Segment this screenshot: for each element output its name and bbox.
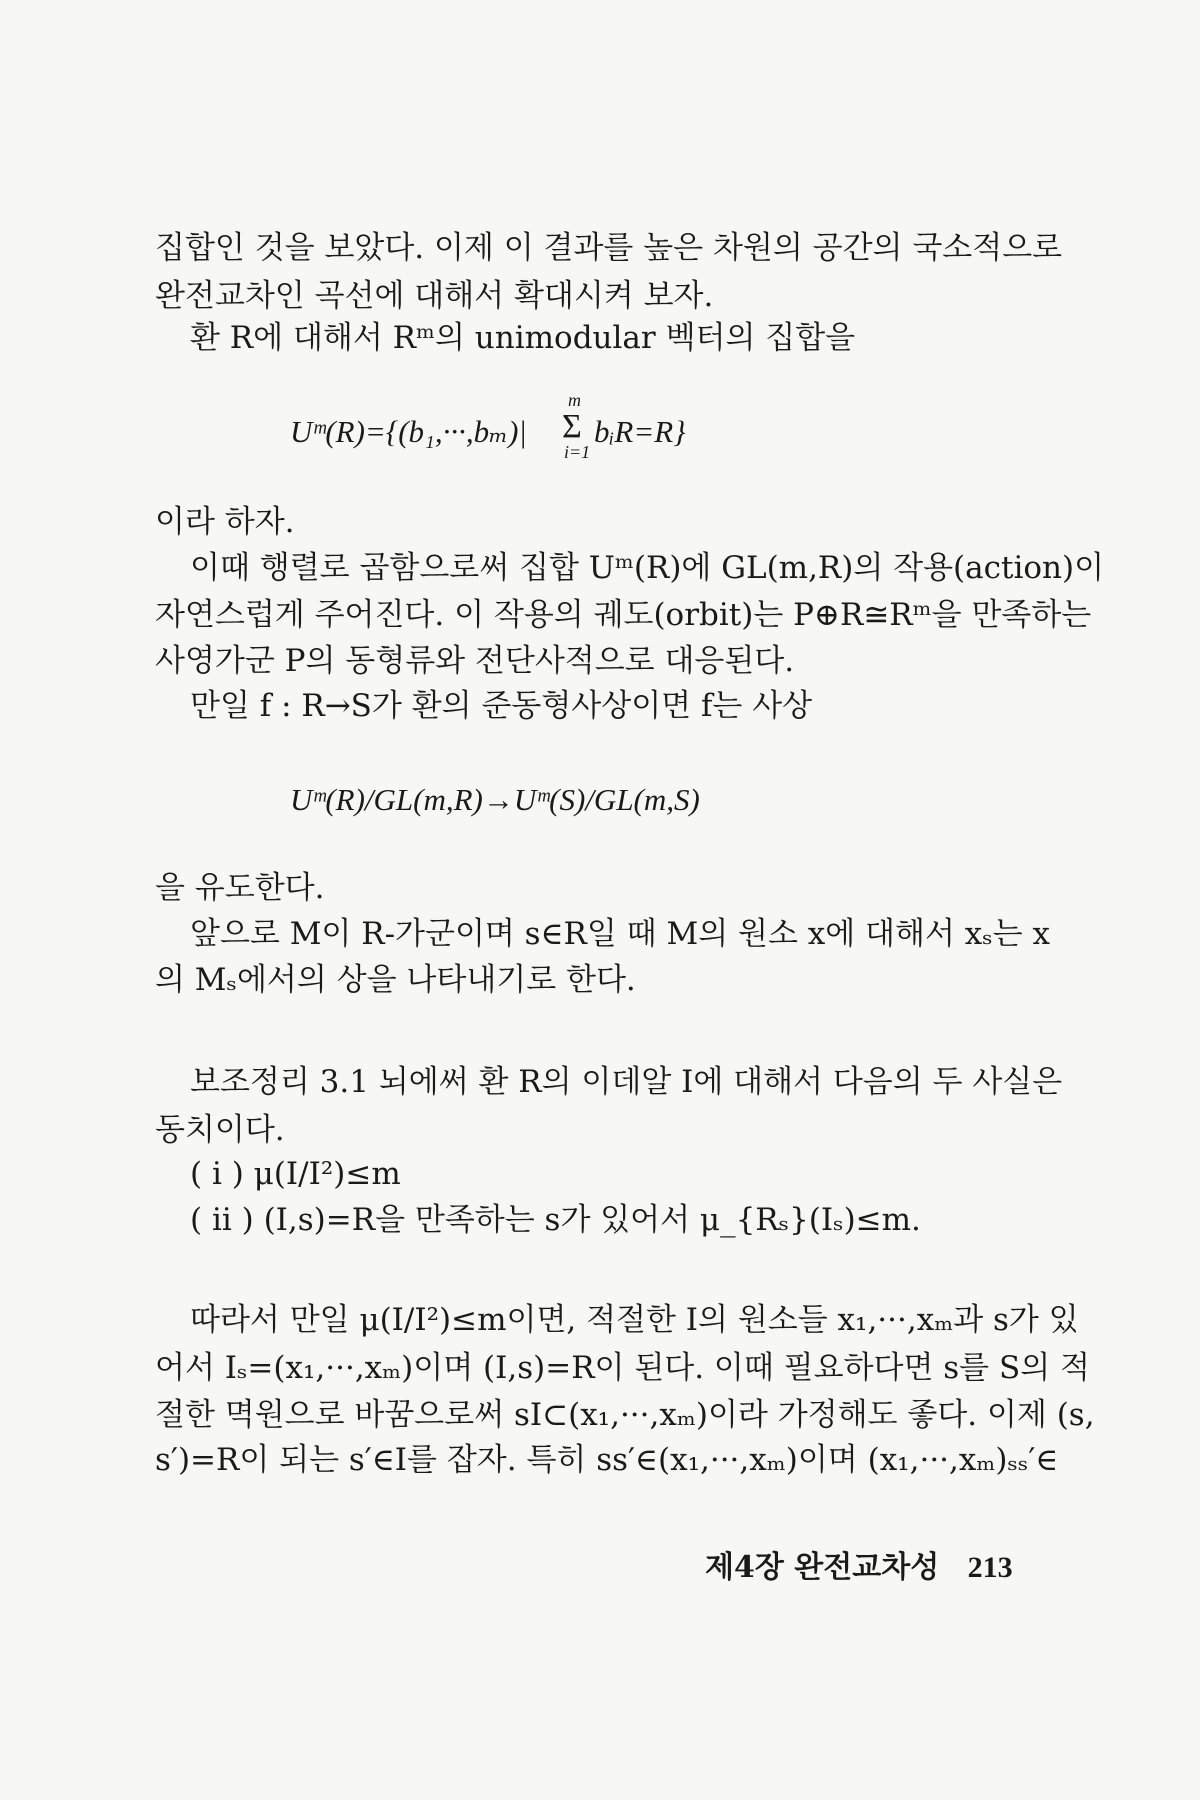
text-line: s′)=R이 되는 s′∈I를 잡자. 특히 ss′∈(x₁,···,xₘ)이며 (x₁,···,xₘ)ₛₛ′∈ xyxy=(155,1442,1059,1478)
text-line: 을 유도한다. xyxy=(155,870,325,906)
text-line: 앞으로 M이 R-가군이며 s∈R일 때 M의 원소 x에 대해서 xₛ는 x xyxy=(190,916,1050,952)
lemma-condition-ii: ( ii ) (I,s)=R을 만족하는 s가 있어서 μ_{Rₛ}(Iₛ)≤m. xyxy=(190,1202,921,1238)
lemma-statement: 보조정리 3.1 뇌에써 환 R의 이데알 I에 대해서 다음의 두 사실은 xyxy=(190,1064,1063,1100)
summation-upper-limit: m xyxy=(568,390,581,410)
summation-symbol xyxy=(562,390,592,472)
text-line: 사영가군 P의 동형류와 전단사적으로 대응된다. xyxy=(155,643,795,679)
text-line: 어서 Iₛ=(x₁,···,xₘ)이며 (I,s)=R이 된다. 이때 필요하다면 s를 S의 적 xyxy=(155,1350,1090,1386)
text-line: 따라서 만일 μ(I/I²)≤m이면, 적절한 I의 원소들 x₁,···,xₘ과 s가 있 xyxy=(190,1302,1079,1338)
equation-unimodular-left: Uᵐ(R)={(b₁,···,bₘ)| xyxy=(290,414,527,449)
text-line: 이라 하자. xyxy=(155,504,295,540)
text-line: 의 Mₛ에서의 상을 나타내기로 한다. xyxy=(155,962,636,998)
chapter-title: 제4장 완전교차성 xyxy=(705,1550,940,1585)
lemma-statement: 동치이다. xyxy=(155,1112,285,1148)
equation-orbit-map: Uᵐ(R)/GL(m,R)→Uᵐ(S)/GL(m,S) xyxy=(290,782,700,817)
text-line: 자연스럽게 주어진다. 이 작용의 궤도(orbit)는 P⊕R≅Rᵐ을 만족하는 xyxy=(155,597,1092,633)
page-number: 213 xyxy=(967,1551,1013,1584)
text-line: 만일 f : R→S가 환의 준동형사상이면 f는 사상 xyxy=(190,688,813,724)
text-line: 집합인 것을 보았다. 이제 이 결과를 높은 차원의 공간의 국소적으로 xyxy=(155,230,1063,266)
running-footer xyxy=(705,1548,1013,1588)
equation-unimodular-right: bᵢR=R} xyxy=(594,414,686,449)
text-line: 절한 멱원으로 바꿈으로써 sI⊂(x₁,···,xₘ)이라 가정해도 좋다. 이제 (s, xyxy=(155,1397,1095,1433)
text-line: 이때 행렬로 곱함으로써 집합 Uᵐ(R)에 GL(m,R)의 작용(action)이 xyxy=(190,550,1105,586)
sigma-glyph: Σ xyxy=(562,408,582,445)
text-line: 완전교차인 곡선에 대해서 확대시켜 보자. xyxy=(155,278,714,314)
text-line: 환 R에 대해서 Rᵐ의 unimodular 벡터의 집합을 xyxy=(190,320,856,356)
lemma-condition-i: ( i ) μ(I/I²)≤m xyxy=(190,1156,401,1192)
summation-lower-limit: i=1 xyxy=(564,442,591,462)
